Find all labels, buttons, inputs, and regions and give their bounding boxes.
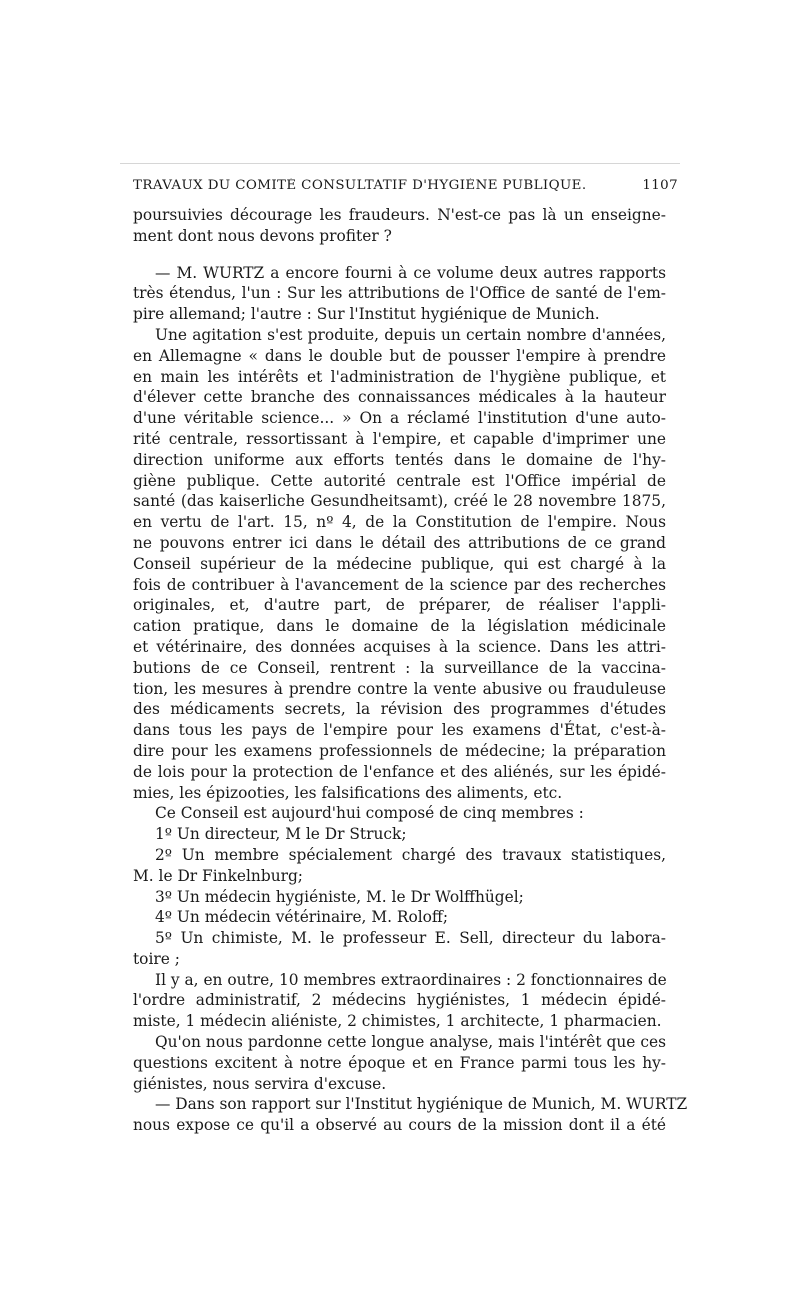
- paragraph: [133, 970, 666, 1032]
- text-line: ne pouvons entrer ici dans le détail des attributions de ce grand: [133, 533, 666, 552]
- text-line: originales, et, d'autre part, de préparer, de réaliser l'appli-: [133, 596, 666, 615]
- paragraph: [133, 205, 666, 247]
- paragraph: [133, 263, 666, 325]
- text-line: des médicaments secrets, la révision des programmes d'études: [133, 700, 666, 719]
- text-line: giénistes, nous servira d'excuse.: [133, 1074, 387, 1093]
- text-line: 3º Un médecin hygiéniste, M. le Dr Wolffhügel;: [155, 887, 524, 906]
- paragraph: [133, 325, 666, 803]
- text-line: dire pour les examens professionnels de médecine; la préparation: [133, 741, 666, 760]
- text-line: — M. WURTZ a encore fourni à ce volume deux autres rapports: [155, 263, 666, 282]
- text-line: Une agitation s'est produite, depuis un certain nombre d'années,: [155, 325, 666, 344]
- text-line: 4º Un médecin vétérinaire, M. Roloff;: [155, 908, 449, 927]
- list-item: [133, 928, 666, 970]
- text-line: l'ordre administratif, 2 médecins hygiénistes, 1 médecin épidé-: [133, 991, 666, 1010]
- text-line: Conseil supérieur de la médecine publique, qui est chargé à la: [133, 554, 666, 573]
- text-line: poursuivies décourage les fraudeurs. N'est-ce pas là un enseigne-: [133, 206, 666, 224]
- text-line: 2º Un membre spécialement chargé des travaux statistiques,: [155, 845, 666, 864]
- text-line: butions de ce Conseil, rentrent : la surveillance de la vaccina-: [133, 658, 666, 677]
- text-line: d'une véritable science... » On a réclamé l'institution d'une auto-: [133, 409, 666, 428]
- text-line: questions excitent à notre époque et en France parmi tous les hy-: [133, 1053, 666, 1072]
- text-line: Ce Conseil est aujourd'hui composé de cinq membres :: [155, 804, 584, 823]
- text-line: tion, les mesures à prendre contre la vente abusive ou frauduleuse: [133, 679, 666, 698]
- text-line: en main les intérêts et l'administration de l'hygiène publique, et: [133, 367, 666, 386]
- paragraph: [133, 1032, 666, 1094]
- text-line: 1º Un directeur, M le Dr Struck;: [155, 825, 407, 844]
- page-edge-rule: [120, 163, 680, 164]
- text-line: d'élever cette branche des connaissances médicales à la hauteur: [133, 388, 666, 407]
- text-line: de lois pour la protection de l'enfance et des aliénés, sur les épidé-: [133, 762, 666, 781]
- text-line: cation pratique, dans le domaine de la législation médicinale: [133, 617, 666, 636]
- text-line: ment dont nous devons profiter ?: [133, 226, 392, 245]
- text-line: mies, les épizooties, les falsifications des aliments, etc.: [133, 783, 563, 802]
- text-line: et vétérinaire, des données acquises à la science. Dans les attri-: [133, 637, 666, 656]
- text-line: très étendus, l'un : Sur les attributions de l'Office de santé de l'em-: [133, 284, 666, 303]
- text-line: giène publique. Cette autorité centrale est l'Office impérial de: [133, 471, 666, 490]
- text-line: 5º Un chimiste, M. le professeur E. Sell, directeur du labora-: [155, 929, 666, 948]
- list-item: [133, 887, 666, 908]
- text-line: pire allemand; l'autre : Sur l'Institut hygiénique de Munich.: [133, 305, 600, 324]
- list-item: [133, 845, 666, 887]
- list-item: [133, 824, 666, 845]
- paragraph: [133, 803, 666, 824]
- text-line: fois de contribuer à l'avancement de la science par des recherches: [133, 575, 666, 594]
- text-line: santé (das kaiserliche Gesundheitsamt), créé le 28 novembre 1875,: [133, 492, 666, 511]
- text-line: — Dans son rapport sur l'Institut hygiénique de Munich, M. WURTZ: [155, 1095, 688, 1114]
- text-line: en vertu de l'art. 15, nº 4, de la Constitution de l'empire. Nous: [133, 513, 666, 532]
- text-line: dans tous les pays de l'empire pour les examens d'État, c'est-à-: [133, 721, 666, 740]
- text-line: Il y a, en outre, 10 membres extraordinaires : 2 fonctionnaires de: [155, 970, 667, 989]
- text-line: toire ;: [133, 949, 180, 968]
- paragraph: [133, 1094, 688, 1136]
- body-text: [133, 205, 688, 1136]
- text-line: nous expose ce qu'il a observé au cours de la mission dont il a été: [133, 1116, 666, 1135]
- text-line: en Allemagne « dans le double but de pousser l'empire à prendre: [133, 346, 666, 365]
- list-item: [133, 907, 666, 928]
- text-line: miste, 1 médecin aliéniste, 2 chimistes, 1 architecte, 1 pharmacien.: [133, 1012, 662, 1031]
- running-header: [133, 178, 678, 200]
- text-line: Qu'on nous pardonne cette longue analyse, mais l'intérêt que ces: [155, 1033, 666, 1052]
- text-line: M. le Dr Finkelnburg;: [133, 866, 303, 885]
- running-title: TRAVAUX DU COMITÉ CONSULTATIF D'HYGIÈNE PUBLIQUE.: [133, 178, 587, 193]
- page-number: 1107: [642, 178, 678, 193]
- text-line: direction uniforme aux efforts tentés dans le domaine de l'hy-: [133, 450, 666, 469]
- text-line: rité centrale, ressortissant à l'empire, et capable d'imprimer une: [133, 429, 666, 448]
